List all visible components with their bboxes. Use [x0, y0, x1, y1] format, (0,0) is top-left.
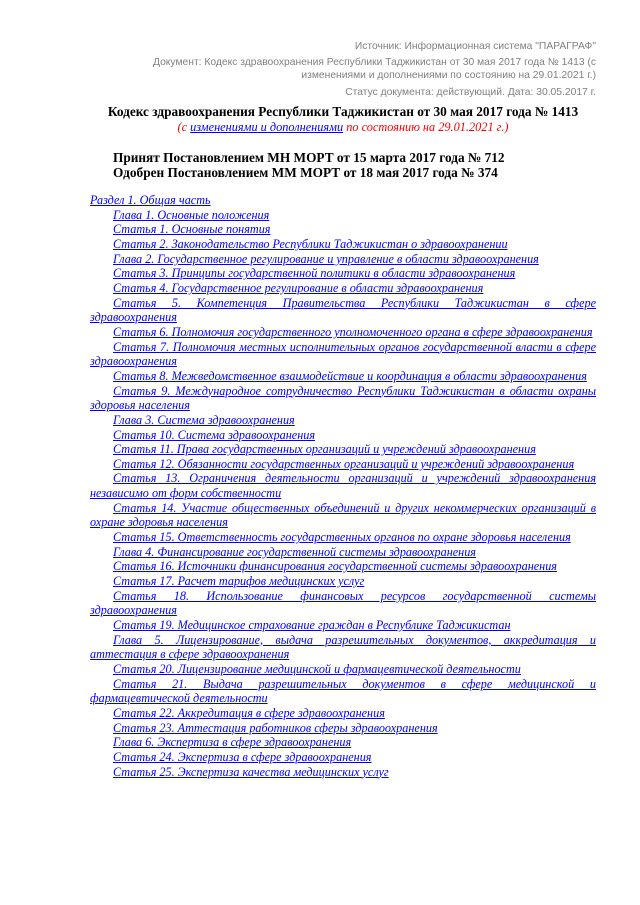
toc-link[interactable]: Статья 5. Компетенция Правительства Республики Таджикистан в сфере здравоохранения: [90, 295, 596, 325]
toc-link[interactable]: Глава 4. Финансирование государственной системы здравоохранения: [113, 544, 476, 559]
toc-link[interactable]: Статья 19. Медицинское страхование граждан в Республике Таджикистан: [113, 618, 511, 633]
toc-link[interactable]: Статья 17. Расчет тарифов медицинских услуг: [113, 574, 365, 589]
toc-link[interactable]: Статья 4. Государственное регулирование в области здравоохранения: [113, 280, 484, 295]
status-line: Статус документа: действующий. Дата: 30.05.2017 г.: [345, 87, 596, 98]
toc-link[interactable]: Статья 7. Полномочия местных исполнительных органов государственной власти в сфере здравоохранения: [90, 339, 596, 369]
toc-link[interactable]: Статья 12. Обязанности государственных организаций и учреждений здравоохранения: [113, 456, 575, 471]
approved-line: Одобрен Постановлением ММ МОРТ от 18 мая 2017 года № 374: [113, 165, 498, 180]
toc-link[interactable]: Статья 20. Лицензирование медицинской и фармацевтической деятельности: [113, 662, 521, 676]
toc-link[interactable]: Статья 16. Источники финансирования государственной системы здравоохранения: [113, 559, 557, 574]
subtitle-suffix: по состоянию на 29.01.2021 г.): [343, 120, 509, 134]
table-of-contents: [90, 193, 596, 779]
toc-link[interactable]: Статья 11. Права государственных организаций и учреждений здравоохранения: [113, 442, 536, 457]
source-line: Источник: Информационная система "ПАРАГРАФ": [354, 41, 596, 52]
toc-link[interactable]: Глава 3. Система здравоохранения: [113, 412, 295, 427]
subtitle-prefix: (с: [177, 120, 191, 134]
toc-link[interactable]: Раздел 1. Общая часть: [90, 193, 211, 207]
toc-link[interactable]: Статья 14. Участие общественных объединений и других некоммерческих организаций в охране здоровья населения: [90, 500, 596, 530]
toc-link[interactable]: Глава 1. Основные положения: [113, 207, 270, 222]
toc-link[interactable]: Статья 13. Ограничения деятельности организаций и учреждений здравоохранения независимо от форм собственности: [90, 471, 596, 501]
toc-link[interactable]: Глава 5. Лицензирование, выдача разрешительных документов, аккредитация и аттестация в сфере здравоохранения: [90, 632, 596, 662]
adopted-line: Принят Постановлением МН МОРТ от 15 марта 2017 года № 712: [113, 150, 505, 165]
document-line: Документ: Кодекс здравоохранения Республики Таджикистан от 30 мая 2017 года № 1413 (с изменениями и дополнениями по состоянию на 29.01.2021 г.): [152, 57, 596, 81]
toc-link[interactable]: Статья 6. Полномочия государственного уполномоченного органа в сфере здравоохранения: [113, 324, 593, 339]
toc-link[interactable]: Статья 9. Международное сотрудничество Республики Таджикистан в области охраны здоровья населения: [90, 383, 596, 413]
amendments-link[interactable]: изменениями и дополнениями: [190, 120, 344, 134]
toc-link[interactable]: Статья 10. Система здравоохранения: [113, 427, 316, 442]
toc-link[interactable]: Глава 2. Государственное регулирование и управление в области здравоохранения: [113, 251, 539, 266]
toc-link[interactable]: Статья 2. Законодательство Республики Таджикистан о здравоохранении: [113, 236, 508, 251]
toc-link[interactable]: Статья 25. Экспертиза качества медицинских услуг: [113, 764, 389, 779]
toc-link[interactable]: Статья 8. Межведомственное взаимодействие и координация в области здравоохранения: [113, 368, 587, 383]
toc-link[interactable]: Статья 3. Принципы государственной политики в области здравоохранения: [113, 266, 516, 281]
toc-link[interactable]: Статья 23. Аттестация работников сферы здравоохранения: [113, 720, 438, 735]
toc-link[interactable]: Статья 21. Выдача разрешительных документов в сфере медицинской и фармацевтической деятельности: [90, 676, 596, 706]
toc-link[interactable]: Статья 24. Экспертиза в сфере здравоохранения: [113, 749, 372, 764]
toc-link[interactable]: Статья 1. Основные понятия: [113, 222, 271, 237]
toc-link[interactable]: Статья 15. Ответственность государственных органов по охране здоровья населения: [113, 530, 571, 545]
toc-link[interactable]: Глава 6. Экспертиза в сфере здравоохранения: [113, 735, 352, 750]
toc-link[interactable]: Статья 18. Использование финансовых ресурсов государственной системы здравоохранения: [90, 588, 596, 618]
toc-link[interactable]: Статья 22. Аккредитация в сфере здравоохранения: [113, 705, 385, 720]
document-subtitle: [90, 120, 596, 135]
document-title: Кодекс здравоохранения Республики Таджикистан от 30 мая 2017 года № 1413: [107, 104, 579, 119]
